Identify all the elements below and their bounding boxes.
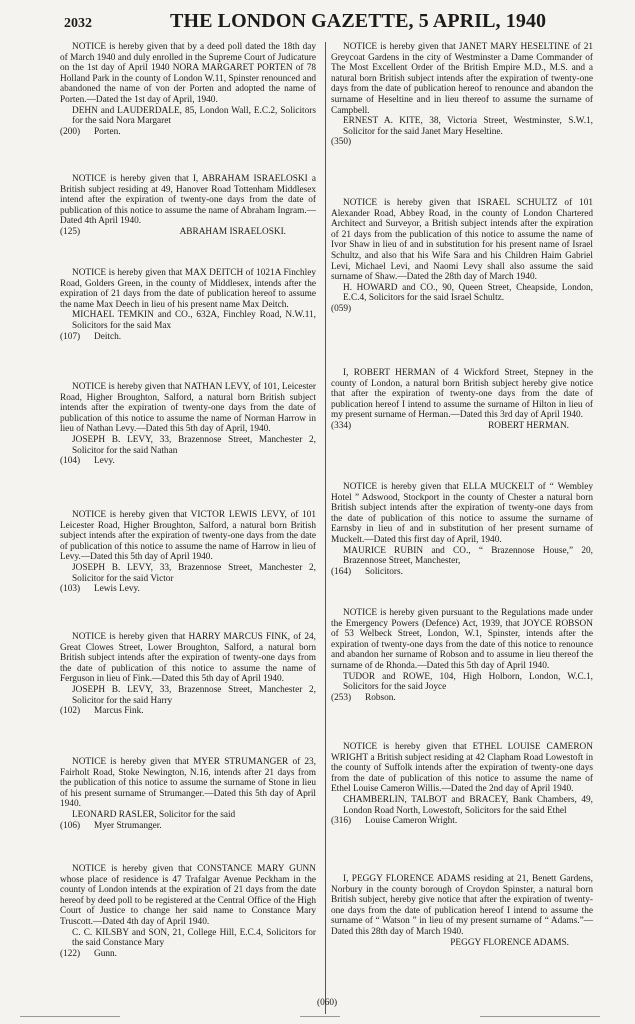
notice-strumanger xyxy=(60,757,316,831)
notice-herman xyxy=(331,368,593,432)
notice-ref-text: Lewis Levy. xyxy=(94,584,140,595)
notice-porten xyxy=(60,42,316,137)
notice-ref-number: (200) xyxy=(60,126,81,137)
notice-signature: TUDOR and ROWE, 104, High Holborn, London, W.C.1, Solicitors for the said Joyce xyxy=(343,671,593,693)
notice-ref xyxy=(60,227,316,238)
notice-body: NOTICE is hereby given that CONSTANCE MARY GUNN whose place of residence is 47 Trafalgar Avenue Peckham in the county of London intends at the expiration of 21 days from the date hereof by deed poll to be registered at the Central Office of the High Court of Justice to change her said name to Constance Mary Truscott.—Dated 4th day of April 1940. xyxy=(60,864,316,927)
notice-ref-number: (122) xyxy=(60,948,81,959)
notice-signature: JOSEPH B. LEVY, 33, Brazennose Street, Manchester 2, Solicitor for the said Harry xyxy=(72,684,316,706)
footer-dash xyxy=(20,1016,120,1017)
notice-ref-number: (107) xyxy=(60,331,81,342)
page-title: THE LONDON GAZETTE, 5 APRIL, 1940 xyxy=(170,10,547,32)
notice-ref-number: (103) xyxy=(60,584,81,595)
notice-ref xyxy=(331,421,593,432)
notice-body: NOTICE is hereby given that by a deed poll dated the 18th day of March 1940 and duly enrolled in the Supreme Court of Judicature on the 1st day of April 1940 NORA MARGARET PORTEN of 78 Holland Park in the county of London W.11, Spinster renounced and abandoned the name of von der Porten and adopted the name of Porten.—Dated the 1st day of April, 1940. xyxy=(60,42,316,105)
notice-schultz xyxy=(331,198,593,315)
notice-signature: CHAMBERLIN, TALBOT and BRACEY, Bank Chambers, 49, London Road North, Lowestoft, Solicitors for the said Ethel xyxy=(343,794,593,816)
notice-ref-text: Porten. xyxy=(94,126,121,137)
notice-body: NOTICE is hereby given pursuant to the Regulations made under the Emergency Powers (Defence) Act, 1939, that JOYCE ROBSON of 53 Welbeck Street, London, W.1, Spinster, intends after the expiration of twenty-one days from the date of this notice to renounce and abandon her surname of Robson and to assume in lieu thereof the surname of de Rhonda.—Dated this 5th day of April 1940. xyxy=(331,608,593,671)
notice-body: NOTICE is hereby given that MAX DEITCH of 1021A Finchley Road, Golders Green, in the county of Middlesex, intends after the expiration of 21 days from the date of publication hereof to assume the name Max Deech in lieu of his present name Max Deitch. xyxy=(60,268,316,310)
notice-body: I, ROBERT HERMAN of 4 Wickford Street, Stepney in the county of London, a natural born British subject hereby give notice that after the expiration of twenty-one days from the date of publication hereof I intend to assume the surname of Hilton in lieu of my present surname of Herman.—Dated this 3rd day of April 1940. xyxy=(331,368,593,421)
notice-body: NOTICE is hereby given that HARRY MARCUS FINK, of 24, Great Clowes Street, Lower Broughton, Salford, a natural born British subject intends after the expiration of twenty-one days from the date of publication of this notice to assume the name of Ferguson in lieu of Fink.—Dated this 5th day of April 1940. xyxy=(60,632,316,685)
notice-gunn xyxy=(60,864,316,959)
notice-ref-number: (059) xyxy=(331,303,352,314)
notice-ref xyxy=(60,706,316,717)
notice-signature: DEHN and LAUDERDALE, 85, London Wall, E.C.2, Solicitors for the said Nora Margaret xyxy=(72,105,316,127)
notice-israeloski xyxy=(60,174,316,238)
notice-ref-number: (102) xyxy=(60,706,81,717)
notice-body: NOTICE is hereby given that JANET MARY HESELTINE of 21 Greycoat Gardens in the city of Westminster a Dame Commander of The Most Excellent Order of the British Empire M.D., M.S. and a natural born British subject intends after the expiration of twenty-one days from the date of publication hereof to renounce and abandon the surname of Heseltine and in lieu thereof to assume the surname of Campbell. xyxy=(331,42,593,116)
notice-ref-number: (164) xyxy=(331,566,352,577)
notice-ref-text: Myer Strumanger. xyxy=(94,820,162,831)
page-footer-rule xyxy=(0,1010,635,1024)
notice-ref xyxy=(331,137,593,148)
notice-signature: MAURICE RUBIN and CO., “ Brazennose House,” 20, Brazennose Street, Manchester, xyxy=(343,545,593,567)
notice-robson xyxy=(331,608,593,703)
notice-ref-number: (350) xyxy=(331,137,352,148)
notice-ref xyxy=(60,949,316,960)
notice-ref-text: Levy. xyxy=(94,456,115,467)
notice-victor-levy xyxy=(60,510,316,595)
notice-nathan-levy xyxy=(60,382,316,467)
notice-heseltine xyxy=(331,42,593,148)
notice-signature: MICHAEL TEMKIN and CO., 632A, Finchley Road, N.W.11, Solicitors for the said Max xyxy=(72,310,316,331)
notice-deitch xyxy=(60,268,316,342)
notice-ref-text: ROBERT HERMAN. xyxy=(488,420,569,431)
notice-signature: H. HOWARD and CO., 90, Queen Street, Cheapside, London, E.C.4, Solicitors for the said Israel Schultz. xyxy=(343,282,593,304)
notice-ref-number: (104) xyxy=(60,456,81,467)
notice-ref xyxy=(331,816,593,827)
notice-body: NOTICE is hereby given that ISRAEL SCHULTZ of 101 Alexander Road, Abbey Road, in the county of London Chartered Architect and Surveyor, a British subject intends after the expiration of 21 days from the publication of this notice to assume the name of Ivor Shaw in lieu of and in substitution for his present name of Israel Schultz, and also that his Wife Sara and his Children Haim Gabriel Levi, Michael Levi, and Naomi Levy shall also assume the said surname of Shaw.—Dated the 28th day of March 1940. xyxy=(331,198,593,283)
notice-body: NOTICE is hereby given that I, ABRAHAM ISRAELOSKI a British subject residing at 49, Hanover Road Tottenham Middlesex intend after the expiration of twenty-one days from the date of publication of this notice to assume the name of Abraham Ingram.—Dated 4th April 1940. xyxy=(60,174,316,227)
footer-dash xyxy=(480,1016,600,1017)
footer-dash xyxy=(300,1016,340,1017)
notice-body: I, PEGGY FLORENCE ADAMS residing at 21, Benett Gardens, Norbury in the county borough of Croydon Spinster, a natural born British subject, hereby give notice that after the expiration of twenty-one days from the date of publication hereof I intend to assume the surname of “ Watson ” in lieu of my present surname of “ Adams.”—Dated this 28th day of March 1940. xyxy=(331,874,593,937)
notice-ref xyxy=(331,567,593,578)
notice-ref-number: (106) xyxy=(60,820,81,831)
page-header xyxy=(0,10,635,36)
column-divider xyxy=(325,42,326,1014)
notice-ref-number: (060) xyxy=(317,998,338,1008)
notice-ref-number: (334) xyxy=(331,420,352,431)
notice-ref-number: (253) xyxy=(331,692,352,703)
notice-ref-text: Gunn. xyxy=(94,948,117,959)
notice-ref xyxy=(60,456,316,467)
notice-ref-adams xyxy=(317,998,337,1009)
notice-ref xyxy=(60,584,316,595)
notice-ref-number: (316) xyxy=(331,816,352,827)
page-number: 2032 xyxy=(64,16,92,31)
notice-body: NOTICE is hereby given that VICTOR LEWIS LEVY, of 101 Leicester Road, Higher Broughton, Salford, a natural born British subject intends after the expiration of twenty-one days from the date of publication of this notice to assume the name of Harrow in lieu of Levy.—Dated this 5th day of April 1940. xyxy=(60,510,316,563)
notice-signature: JOSEPH B. LEVY, 33, Brazennose Street, Manchester 2, Solicitor for the said Nathan xyxy=(72,434,316,456)
notice-body: NOTICE is hereby given that MYER STRUMANGER of 23, Fairholt Road, Stoke Newington, N.16, intends after 21 days from the publication of this notice to assume the surname of Stone in lieu of his present surname of Strumanger.—Dated this 5th day of April 1940. xyxy=(60,757,316,810)
notice-signature: PEGGY FLORENCE ADAMS. xyxy=(450,937,569,948)
notice-signature: ERNEST A. KITE, 38, Victoria Street, Westminster, S.W.1, Solicitor for the said Janet Mary Heseltine. xyxy=(343,116,593,137)
notice-body: NOTICE is hereby given that ELLA MUCKELT of “ Wembley Hotel ” Adswood, Stockport in the county of Chester a natural born British subject intends after the expiration of twenty-one days from the date of publication of this notice to assume the surname of Earnsby in lieu of and in substitution of her present surname of Muckelt.—Dated this first day of April, 1940. xyxy=(331,482,593,545)
notice-body: NOTICE is hereby given that NATHAN LEVY, of 101, Leicester Road, Higher Broughton, Salford, a natural born British subject intends after the expiration of twenty-one days from the date of publication of this notice to assume the name of Norman Harrow in lieu of Nathan Levy.—Dated this 5th day of April, 1940. xyxy=(60,382,316,435)
notice-ref xyxy=(331,693,593,704)
notice-ref-number: (125) xyxy=(60,226,81,237)
notice-ref xyxy=(60,821,316,832)
notice-ref-text: Deitch. xyxy=(94,331,122,342)
notice-ref xyxy=(60,127,316,138)
notice-ref-text: Marcus Fink. xyxy=(94,706,144,717)
notice-muckelt xyxy=(331,482,593,577)
notice-ref-text: Solicitors. xyxy=(365,566,403,577)
notice-ref xyxy=(60,332,316,343)
notice-signature: LEONARD RASLER, Solicitor for the said xyxy=(72,809,236,820)
notice-signature: JOSEPH B. LEVY, 33, Brazennose Street, Manchester 2, Solicitor for the said Victor xyxy=(72,562,316,584)
notice-adams xyxy=(331,874,593,948)
notice-body: NOTICE is hereby given that ETHEL LOUISE CAMERON WRIGHT a British subject residing at 42 Clapham Road Lowestoft in the county of Suffolk intends after the expiration of twenty-one days from the date of publication of this notice to assume the name of Ethel Louise Cameron Willis.—Dated the 2nd day of April 1940. xyxy=(331,742,593,795)
notice-ref-text: Louise Cameron Wright. xyxy=(365,816,458,827)
notice-fink xyxy=(60,632,316,717)
notice-wright xyxy=(331,742,593,827)
notice-ref-text: ABRAHAM ISRAELOSKI. xyxy=(179,226,286,237)
notice-ref-text: Robson. xyxy=(365,692,396,703)
notice-ref xyxy=(331,304,593,315)
notice-signature: C. C. KILSBY and SON, 21, College Hill, E.C.4, Solicitors for the said Constance Mary xyxy=(72,927,316,949)
